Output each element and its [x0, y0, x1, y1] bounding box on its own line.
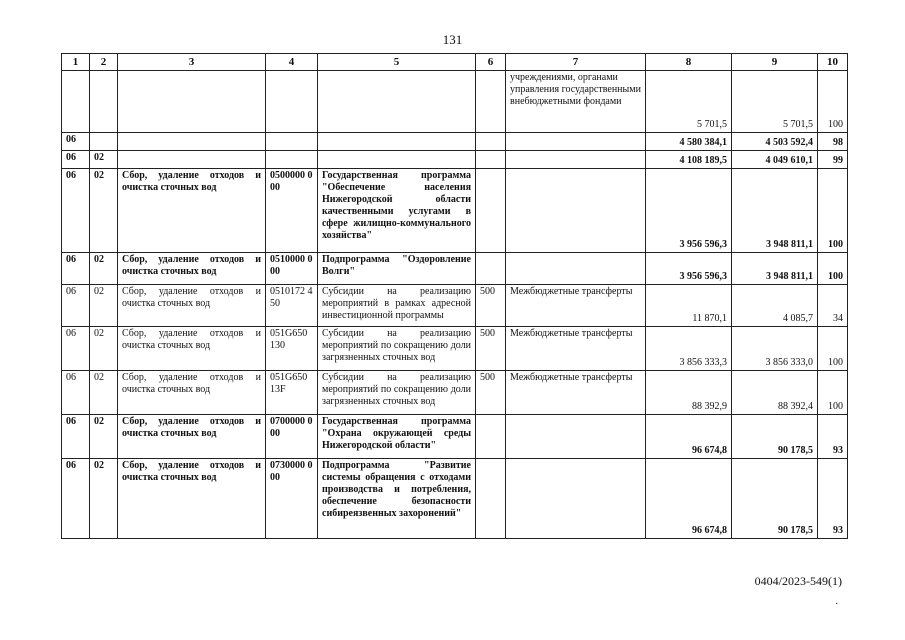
header-col-1: 1: [62, 54, 90, 71]
cell-col-6: 500: [476, 285, 506, 327]
cell-col-7: учреждениями, органами управления государственными внебюджетными фондами: [506, 71, 646, 133]
cell-col-1: 06: [62, 459, 90, 539]
cell-col-3: Сбор, удаление отходов и очистка сточных вод: [118, 253, 266, 285]
cell-col-4: 0510172 450: [266, 285, 318, 327]
cell-col-7: [506, 151, 646, 169]
header-col-7: 7: [506, 54, 646, 71]
cell-col-3: Сбор, удаление отходов и очистка сточных вод: [118, 371, 266, 415]
cell-col-8: 3 856 333,3: [646, 327, 732, 371]
cell-col-10: 34: [818, 285, 848, 327]
header-col-10: 10: [818, 54, 848, 71]
cell-col-5: [318, 133, 476, 151]
cell-col-2: [90, 133, 118, 151]
header-col-6: 6: [476, 54, 506, 71]
cell-col-9: 3 948 811,1: [732, 169, 818, 253]
cell-col-10: 93: [818, 415, 848, 459]
cell-col-8: 88 392,9: [646, 371, 732, 415]
cell-col-2: 02: [90, 459, 118, 539]
cell-col-1: 06: [62, 133, 90, 151]
cell-col-6: [476, 169, 506, 253]
cell-col-1: 06: [62, 371, 90, 415]
table-row: [62, 371, 848, 415]
cell-col-7: Межбюджетные трансферты: [506, 371, 646, 415]
table-row: [62, 253, 848, 285]
cell-col-10: 100: [818, 327, 848, 371]
cell-col-5: [318, 71, 476, 133]
cell-col-2: 02: [90, 169, 118, 253]
cell-col-1: 06: [62, 285, 90, 327]
cell-col-5: Субсидии на реализацию мероприятий по сокращению доли загрязненных сточных вод: [318, 327, 476, 371]
cell-col-9: 90 178,5: [732, 415, 818, 459]
table-row: [62, 71, 848, 133]
cell-col-3: [118, 133, 266, 151]
cell-col-3: Сбор, удаление отходов и очистка сточных вод: [118, 415, 266, 459]
cell-col-1: 06: [62, 415, 90, 459]
table-row: [62, 327, 848, 371]
cell-col-8: 4 108 189,5: [646, 151, 732, 169]
cell-col-8: 3 956 596,3: [646, 253, 732, 285]
cell-col-2: [90, 71, 118, 133]
cell-col-9: 3 948 811,1: [732, 253, 818, 285]
cell-col-9: 5 701,5: [732, 71, 818, 133]
cell-col-9: 88 392,4: [732, 371, 818, 415]
cell-col-5: [318, 151, 476, 169]
cell-col-8: 3 956 596,3: [646, 169, 732, 253]
table-row: [62, 415, 848, 459]
cell-col-8: 11 870,1: [646, 285, 732, 327]
cell-col-10: 99: [818, 151, 848, 169]
cell-col-2: 02: [90, 415, 118, 459]
header-col-8: 8: [646, 54, 732, 71]
cell-col-10: 100: [818, 71, 848, 133]
cell-col-2: 02: [90, 371, 118, 415]
header-col-3: 3: [118, 54, 266, 71]
cell-col-1: [62, 71, 90, 133]
cell-col-1: 06: [62, 253, 90, 285]
cell-col-4: 0500000 000: [266, 169, 318, 253]
header-col-2: 2: [90, 54, 118, 71]
cell-col-6: [476, 71, 506, 133]
footer-mark: .: [835, 596, 838, 607]
cell-col-3: Сбор, удаление отходов и очистка сточных вод: [118, 327, 266, 371]
cell-col-4: 0730000 000: [266, 459, 318, 539]
cell-col-2: 02: [90, 327, 118, 371]
budget-table: [61, 53, 848, 539]
header-col-5: 5: [318, 54, 476, 71]
cell-col-10: 100: [818, 253, 848, 285]
header-col-4: 4: [266, 54, 318, 71]
cell-col-3: Сбор, удаление отходов и очистка сточных вод: [118, 169, 266, 253]
cell-col-5: Подпрограмма "Развитие системы обращения с отходами производства и потребления, обеспечение безопасности сибиреязвенных захоронений": [318, 459, 476, 539]
table-row: [62, 133, 848, 151]
cell-col-4: [266, 71, 318, 133]
cell-col-10: 100: [818, 169, 848, 253]
cell-col-5: Государственная программа "Охрана окружающей среды Нижегородской области": [318, 415, 476, 459]
cell-col-6: [476, 253, 506, 285]
cell-col-7: [506, 169, 646, 253]
cell-col-6: 500: [476, 327, 506, 371]
cell-col-6: [476, 151, 506, 169]
cell-col-1: 06: [62, 151, 90, 169]
cell-col-5: Подпрограмма "Оздоровление Волги": [318, 253, 476, 285]
cell-col-10: 98: [818, 133, 848, 151]
cell-col-9: 4 085,7: [732, 285, 818, 327]
cell-col-2: 02: [90, 285, 118, 327]
cell-col-7: [506, 133, 646, 151]
cell-col-2: 02: [90, 253, 118, 285]
cell-col-7: [506, 253, 646, 285]
cell-col-9: 4 503 592,4: [732, 133, 818, 151]
cell-col-4: 0700000 000: [266, 415, 318, 459]
cell-col-7: [506, 459, 646, 539]
table-row: [62, 459, 848, 539]
cell-col-7: Межбюджетные трансферты: [506, 327, 646, 371]
cell-col-8: 96 674,8: [646, 415, 732, 459]
cell-col-9: 90 178,5: [732, 459, 818, 539]
cell-col-1: 06: [62, 169, 90, 253]
cell-col-6: [476, 415, 506, 459]
cell-col-6: 500: [476, 371, 506, 415]
cell-col-4: 051G650 13F: [266, 371, 318, 415]
cell-col-8: 96 674,8: [646, 459, 732, 539]
cell-col-6: [476, 133, 506, 151]
cell-col-9: 4 049 610,1: [732, 151, 818, 169]
cell-col-3: Сбор, удаление отходов и очистка сточных вод: [118, 459, 266, 539]
table-header-row: [62, 54, 848, 71]
cell-col-8: 4 580 384,1: [646, 133, 732, 151]
cell-col-4: [266, 151, 318, 169]
cell-col-4: 0510000 000: [266, 253, 318, 285]
cell-col-3: Сбор, удаление отходов и очистка сточных вод: [118, 285, 266, 327]
cell-col-6: [476, 459, 506, 539]
cell-col-4: [266, 133, 318, 151]
cell-col-4: 051G650 130: [266, 327, 318, 371]
table-row: [62, 285, 848, 327]
cell-col-10: 100: [818, 371, 848, 415]
cell-col-5: Государственная программа "Обеспечение населения Нижегородской области качественными услугами в сфере жилищно-коммунального хозяйства": [318, 169, 476, 253]
cell-col-7: [506, 415, 646, 459]
cell-col-9: 3 856 333,0: [732, 327, 818, 371]
cell-col-3: [118, 151, 266, 169]
cell-col-8: 5 701,5: [646, 71, 732, 133]
cell-col-7: Межбюджетные трансферты: [506, 285, 646, 327]
cell-col-2: 02: [90, 151, 118, 169]
table-row: [62, 151, 848, 169]
cell-col-3: [118, 71, 266, 133]
cell-col-5: Субсидии на реализацию мероприятий в рамках адресной инвестиционной программы: [318, 285, 476, 327]
cell-col-10: 93: [818, 459, 848, 539]
header-col-9: 9: [732, 54, 818, 71]
document-code: 0404/2023-549(1): [754, 574, 842, 588]
page-number: 131: [442, 32, 463, 47]
cell-col-1: 06: [62, 327, 90, 371]
table-row: [62, 169, 848, 253]
cell-col-5: Субсидии на реализацию мероприятий по сокращению доли загрязненных сточных вод: [318, 371, 476, 415]
